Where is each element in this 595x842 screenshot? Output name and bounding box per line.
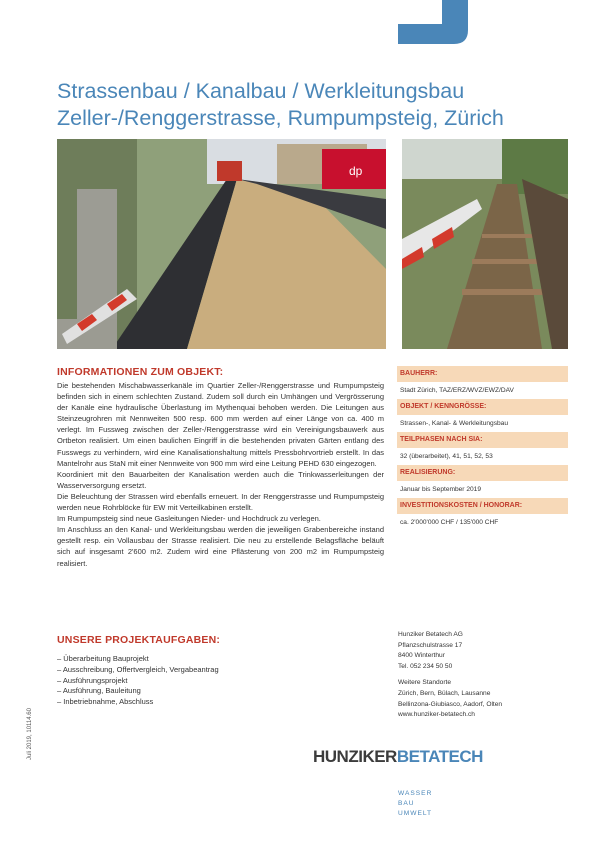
website-link[interactable]: www.hunziker-betatech.ch xyxy=(398,711,475,719)
company-address xyxy=(398,630,573,721)
logo-mark-icon xyxy=(398,0,468,44)
tasks-heading: UNSERE PROJEKTAUFGABEN: xyxy=(57,634,221,646)
tasks-list xyxy=(57,654,357,708)
info-heading: INFORMATIONEN ZUM OBJEKT: xyxy=(57,366,224,378)
info-paragraph: Die Beleuchtung der Strassen wird ebenfalls erneuert. In der Renggerstrasse und Rumpumpsteig werden neue Rohrblöcke für EW mit Verteilkabinen erstellt. xyxy=(57,491,384,513)
fact-label-realization: REALISIERUNG: xyxy=(397,465,568,481)
info-text xyxy=(57,380,384,569)
trench-photo xyxy=(402,139,568,349)
info-paragraph: Die bestehenden Mischabwasserkanäle im Quartier Zeller-/Renggerstrasse und Rumpumpsteig befinden sich in einem schlechten Zustand. Zudem soll durch ein Umhängen und Vergrösserung der Kanäle eine hydraulische Überlastung im Mythenquai behoben werden. Die Leitungen aus Steinzeugrohren mit Nennweiten 500 resp. 600 mm werden auf einer Länge von ca. 400 m verlegt. Im Fussweg zwischen der Zeller-/Renggerstrasse wird ein Vereinigungsbauwerk aus Ortbeton realisiert. Um einen baulichen Eingriff in die bestehenden privaten Gärten entlang des Fusswegs zu verhindern, wird eine Kanalisationshaltung mittels Pressbohrvortrieb erstellt. In das Mantelrohr aus StaN mit einer Nennweite von 900 mm wird eine Leitung PEHD 630 eingezogen. xyxy=(57,381,384,468)
list-item: – Ausführung, Bauleitung xyxy=(57,686,141,696)
fact-label-object: OBJEKT / KENNGRÖSSE: xyxy=(397,399,568,415)
list-item: – Überarbeitung Bauprojekt xyxy=(57,654,149,663)
address-line: Pflanzschulstrasse 17 xyxy=(398,641,463,649)
locations-line: Bellinzona-Giubiasco, Aadorf, Olten xyxy=(398,700,503,708)
address-line: 8400 Winterthur xyxy=(398,652,445,660)
logo-tagline xyxy=(398,789,432,819)
address-line: Tel. 052 234 50 50 xyxy=(398,662,453,670)
info-paragraph: Im Rumpumpsteig sind neue Gasleitungen Nieder- und Hochdruck zu verlegen. xyxy=(57,514,321,524)
info-paragraph: Koordiniert mit den Bauarbeiten der Kanalisation werden auch die Trinkwasserleitungen der Wasserversorgung ersetzt. xyxy=(57,469,384,490)
fact-value-costs: ca. 2'000'000 CHF / 135'000 CHF xyxy=(400,519,499,526)
fact-label-phases: TEILPHASEN NACH SIA: xyxy=(397,432,568,448)
fact-value-object: Strassen-, Kanal- & Werkleitungsbau xyxy=(400,420,508,427)
fact-value-phases: 32 (überarbeitet), 41, 51, 52, 53 xyxy=(400,453,493,460)
list-item: – Inbetriebnahme, Abschluss xyxy=(57,697,154,707)
address-line: Hunziker Betatech AG xyxy=(398,631,463,638)
page-title xyxy=(57,78,577,132)
info-paragraph: Im Anschluss an den Kanal- und Werkleitungsbau werden die jeweiligen Grabenbereiche instand gestellt resp. ein Vollausbau der Strasse realisiert. Die neu zu erstellende Belagsfläche beläuft sich auf insgesamt 2'600 m2. Zudem wird eine Pflästerung von 200 m2 im Rumpumpsteig realisiert. xyxy=(57,525,384,568)
logo-name-part-1: HUNZIKER xyxy=(313,747,397,766)
street-photo xyxy=(57,139,386,349)
tagline-line: BAU xyxy=(398,800,415,807)
locations-line: Weitere Standorte xyxy=(398,679,452,687)
tagline-line: UMWELT xyxy=(398,810,433,817)
fact-value-client: Stadt Zürich, TAZ/ERZ/WVZ/EWZ/DAV xyxy=(400,387,514,394)
document-code: Juli 2019, 10114.60 xyxy=(27,708,33,760)
company-logo xyxy=(313,747,513,771)
dpd-truck-text: dp xyxy=(349,164,363,178)
fact-label-costs: INVESTITIONSKOSTEN / HONORAR: xyxy=(397,498,568,514)
title-line-2: Zeller-/Renggerstrasse, Rumpumpsteig, Zürich xyxy=(57,106,504,130)
list-item: – Ausschreibung, Offertvergleich, Vergabeantrag xyxy=(57,664,219,674)
tagline-line: WASSER xyxy=(398,790,433,797)
logo-name-part-2: BETATECH xyxy=(396,747,483,766)
title-line-1: Strassenbau / Kanalbau / Werkleitungsbau xyxy=(57,79,465,103)
fact-value-realization: Januar bis September 2019 xyxy=(400,486,482,493)
project-facts xyxy=(397,366,568,531)
locations-line: Zürich, Bern, Bülach, Lausanne xyxy=(398,689,491,697)
fact-label-client: BAUHERR: xyxy=(397,366,568,382)
list-item: – Ausführungsprojekt xyxy=(57,675,128,685)
